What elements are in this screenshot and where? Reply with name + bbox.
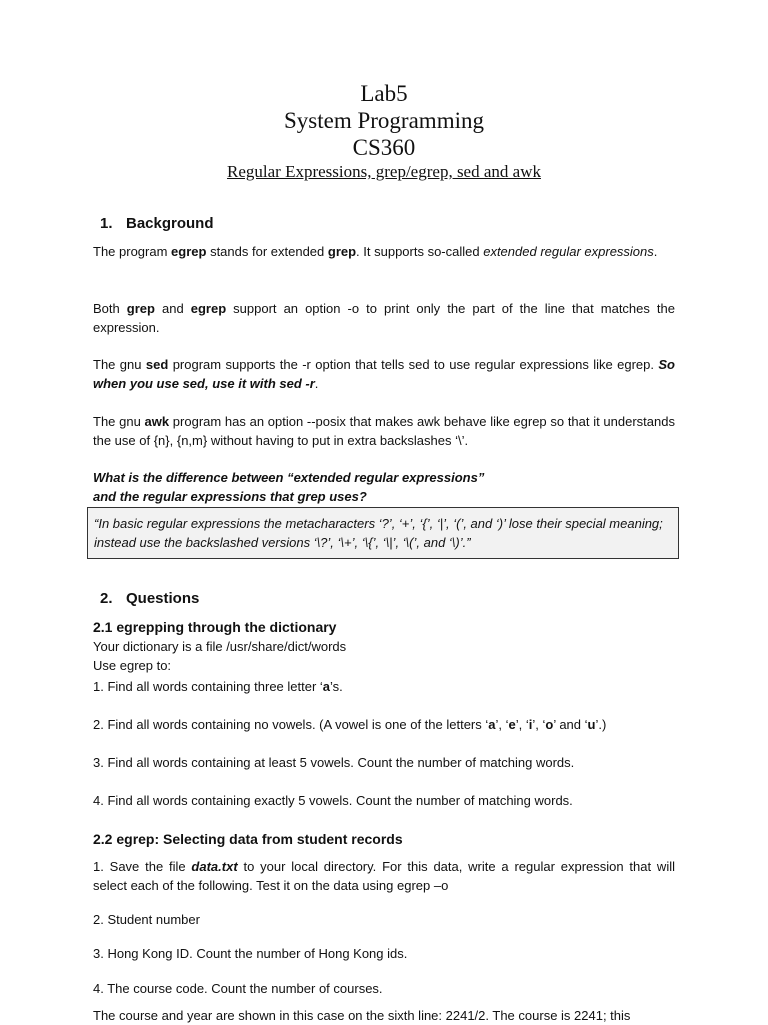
- text-bold: e: [508, 717, 516, 732]
- paragraph-sed: [93, 355, 675, 393]
- text-bold-italic: So when you use sed, use it with sed -r: [93, 357, 675, 391]
- text-run: program has an option --posix that makes awk behave like egrep so that it understands the use of {n}, {n,m} without having to put in extra backslashes ‘\’.: [93, 414, 675, 448]
- section-title: Background: [126, 215, 214, 232]
- text-run: .: [653, 244, 658, 259]
- text-bold: i: [528, 717, 533, 732]
- text-run: ’s.: [330, 679, 343, 694]
- text-run: . It supports so-called: [356, 244, 484, 259]
- section-title: Questions: [126, 590, 200, 607]
- paragraph-egrep-intro: [93, 242, 675, 261]
- question-line-1: What is the difference between “extended regular expressions”: [93, 470, 485, 485]
- subsection-heading-2-2: 2.2 egrep: Selecting data from student records: [93, 831, 403, 847]
- text-bold: o: [545, 717, 554, 732]
- section-heading-background: [100, 214, 214, 234]
- answer-quote-box: [87, 507, 679, 559]
- text-run: 2. Find all words containing no vowels. (A vowel is one of the letters ‘: [93, 717, 489, 732]
- doc-subtitle: Regular Expressions, grep/egrep, sed and awk: [227, 162, 541, 181]
- doc-title-course-name: System Programming: [284, 108, 484, 133]
- question-item-4: 4. Find all words containing exactly 5 vowels. Count the number of matching words.: [93, 793, 573, 808]
- text-bold: sed: [145, 357, 169, 372]
- doc-title-course-code: CS360: [352, 135, 416, 160]
- paragraph-o-option: [93, 299, 675, 337]
- section-heading-questions: [100, 589, 199, 609]
- text-run: Both: [93, 301, 127, 316]
- text-run: 1. Find all words containing three letter ‘: [93, 679, 323, 694]
- text-bold: egrep: [190, 301, 227, 316]
- text-bold: a: [322, 679, 331, 694]
- text-run: ’, ‘: [495, 717, 509, 732]
- text-run: ’, ‘: [515, 717, 529, 732]
- paragraph-awk: [93, 412, 675, 450]
- text-run: support an option -o to print only the part of the line that matches the expression.: [93, 301, 675, 335]
- student-records-item-2: 2. Student number: [93, 912, 200, 927]
- subsection-heading-2-1: 2.1 egrepping through the dictionary: [93, 619, 337, 635]
- text-bold: u: [587, 717, 596, 732]
- dictionary-intro: Your dictionary is a file /usr/share/dict/words: [93, 639, 347, 654]
- course-year-paragraph: The course and year are shown in this case on the sixth line: 2241/2. The course is 2241; this: [93, 1008, 631, 1023]
- section-number: 1.: [100, 215, 113, 232]
- text-bold: awk: [144, 414, 170, 429]
- question-item-1: [93, 677, 343, 696]
- student-records-item-1: [93, 857, 675, 895]
- student-records-item-4: 4. The course code. Count the number of courses.: [93, 981, 383, 996]
- text-italic: extended regular expressions: [483, 244, 654, 259]
- text-run: The gnu: [93, 357, 146, 372]
- doc-title-lab: Lab5: [360, 81, 408, 106]
- text-run: stands for extended: [206, 244, 328, 259]
- text-run: ’.): [595, 717, 607, 732]
- text-bold: egrep: [171, 244, 207, 259]
- text-run: ’, ‘: [532, 717, 546, 732]
- use-egrep-intro: Use egrep to:: [93, 658, 172, 673]
- text-bold: a: [488, 717, 496, 732]
- text-bold-italic: data.txt: [191, 859, 238, 874]
- question-item-3: 3. Find all words containing at least 5 vowels. Count the number of matching words.: [93, 755, 575, 770]
- answer-quote-text: “In basic regular expressions the metacharacters ‘?’, ‘+’, ‘{’, ‘|’, ‘(’, and ‘)’ lose their special meaning; instead use the backslashed versions ‘\?’, ‘\+’, ‘\{’, ‘\|’, ‘\(’, and ‘\)’.”: [94, 516, 663, 550]
- text-run: program supports the -r option that tells sed to use regular expressions like egrep.: [168, 357, 659, 372]
- text-bold: grep: [126, 301, 155, 316]
- text-run: to your local directory. For this data, write a regular expression that will select each of the following. Test it on the data using egrep –o: [93, 859, 675, 893]
- section-number: 2.: [100, 590, 113, 607]
- text-run: 1. Save the file: [93, 859, 192, 874]
- question-line-2: and the regular expressions that grep uses?: [93, 489, 367, 504]
- student-records-item-3: 3. Hong Kong ID. Count the number of Hong Kong ids.: [93, 946, 408, 961]
- text-run: and: [154, 301, 191, 316]
- text-run: The program: [93, 244, 172, 259]
- text-run: ’ and ‘: [553, 717, 588, 732]
- text-run: The gnu: [93, 414, 145, 429]
- text-run: .: [314, 376, 319, 391]
- text-bold: grep: [327, 244, 357, 259]
- question-item-2: [93, 715, 606, 734]
